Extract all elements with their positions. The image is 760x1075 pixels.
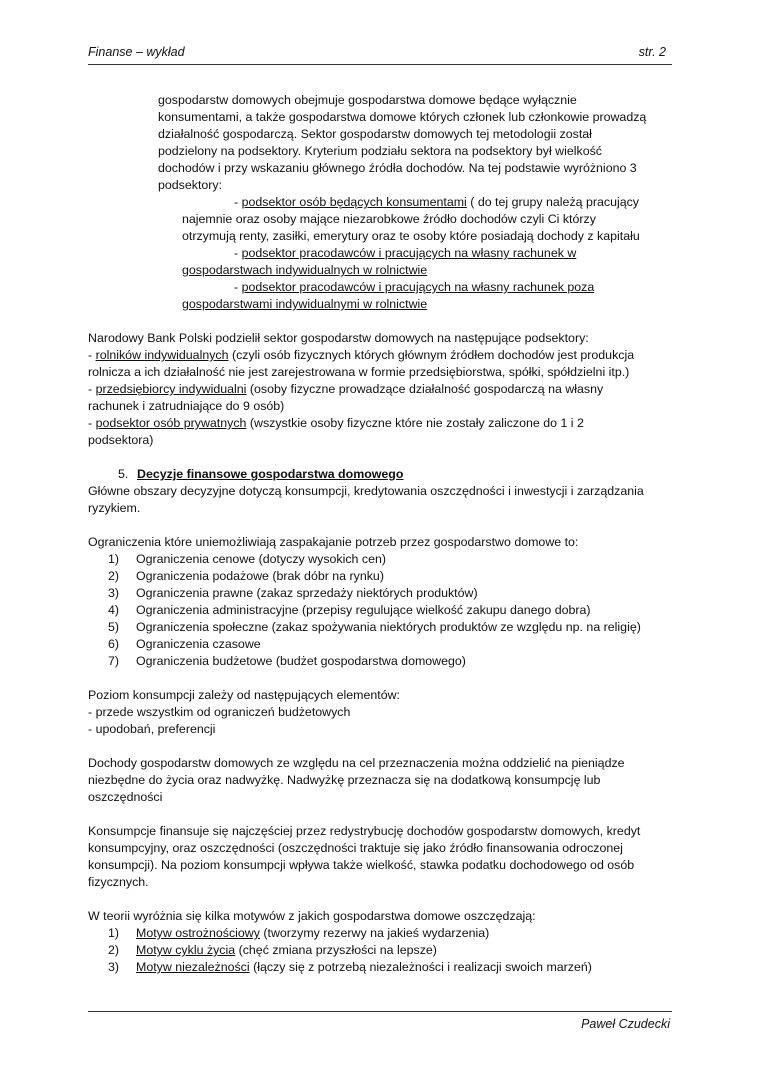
nbp-item: - rolników indywidualnych (czyli osób fizycznych których głównym źródłem dochodów jest produkcja xyxy=(88,348,635,362)
footer-author: Paweł Czudecki xyxy=(581,1017,670,1031)
list-item: 1) Motyw ostrożnościowy (tworzymy rezerwy na jakieś wydarzenia) xyxy=(108,926,490,940)
subsector-term: gospodarstwami indywidualnymi w rolnictwie xyxy=(182,297,428,311)
list-item: 6) Ograniczenia czasowe xyxy=(108,637,261,651)
text-line: działalność gospodarczą. Sektor gospodarstw domowych tej metodologii został xyxy=(158,127,592,141)
list-item: 7) Ograniczenia budżetowe (budżet gospodarstwa domowego) xyxy=(108,654,466,668)
text-line: W teorii wyróżnia się kilka motywów z jakich gospodarstwa domowe oszczędzają: xyxy=(88,909,536,923)
header-page-number: str. 2 xyxy=(638,45,666,59)
text-line: podsektory: xyxy=(158,178,223,192)
text-line xyxy=(88,296,672,313)
text-line: Poziom konsumpcji zależy od następujących elementów: xyxy=(88,688,400,702)
text-line: dochodów i przy wskazaniu głównego źródła dochodów. Na tej podstawie wyróżniono 3 xyxy=(158,161,637,175)
subsector-term: podsektor pracodawców i pracujących na własny rachunek w xyxy=(241,246,577,260)
subsector-term: podsektor osób będących konsumentami xyxy=(241,195,467,209)
section-title: Decyzje finansowe gospodarstwa domowego xyxy=(137,467,404,481)
list-item: 2) Motyw cyklu życia (chęć zmiana przyszłości na lepsze) xyxy=(108,943,437,957)
subsector-list xyxy=(88,194,672,313)
section-number: 5. xyxy=(118,467,129,481)
income-paragraph xyxy=(88,755,672,806)
limits-list xyxy=(88,551,672,670)
text-line: - upodobań, preferencji xyxy=(88,722,216,736)
nbp-term: rolników indywidualnych xyxy=(95,348,229,362)
section-heading xyxy=(88,466,672,483)
text-line: otrzymują renty, zasiłki, emerytury oraz te osoby które posiadają dochody z kapitału xyxy=(182,229,640,243)
page-body xyxy=(88,92,672,976)
text-line: Konsumpcje finansuje się najczęściej przez redystrybucję dochodów gospodarstw domowych, kredyt xyxy=(88,824,641,838)
motives-list xyxy=(88,925,672,976)
text-line: Ograniczenia które uniemożliwiają zaspakajanie potrzeb przez gospodarstwo domowe to: xyxy=(88,535,579,549)
text-line: Dochody gospodarstw domowych ze względu na cel przeznaczenia można oddzielić na pieniądze xyxy=(88,756,625,770)
text-line: ryzykiem. xyxy=(88,501,141,515)
page-footer xyxy=(88,1011,672,1034)
text-line: podzielony na podsektory. Kryterium podziału sektora na podsektory był wielkość xyxy=(158,144,602,158)
motive-term: Motyw ostrożnościowy xyxy=(136,926,260,940)
text-line: Główne obszary decyzyjne dotyczą konsumpcji, kredytowania oszczędności i inwestycji i zarządzania xyxy=(88,484,644,498)
subsector-item: - podsektor pracodawców i pracujących na własny rachunek w xyxy=(234,246,577,260)
section-5 xyxy=(88,466,672,517)
motives-paragraph xyxy=(88,908,672,976)
page-header xyxy=(88,42,672,65)
subsector-item: - podsektor osób będących konsumentami ( do tej grupy należą pracujący xyxy=(234,195,639,209)
text-line xyxy=(88,262,672,279)
subsector-item: - podsektor pracodawców i pracujących na własny rachunek poza xyxy=(234,280,595,294)
subsector-term: podsektor pracodawców i pracujących na własny rachunek poza xyxy=(241,280,595,294)
motive-term: Motyw niezależności xyxy=(136,960,250,974)
financing-paragraph xyxy=(88,823,672,891)
text-line: rachunek i zatrudniające do 9 osób) xyxy=(88,399,285,413)
text-line: oszczędności xyxy=(88,790,163,804)
limits-paragraph xyxy=(88,534,672,670)
subsector-term: gospodarstwach indywidualnych w rolnictwie xyxy=(182,263,428,277)
text-line: rolnicza a ich działalność nie jest zarejestrowana w formie przedsiębiorstwa, spółki, spółdzielni itp.) xyxy=(88,365,630,379)
text-line: - przede wszystkim od ograniczeń budżetowych xyxy=(88,705,351,719)
consumption-paragraph xyxy=(88,687,672,738)
text-line: konsumpcji). Na poziom konsumpcji wpływa także wielkość, stawka podatku dochodowego od osób xyxy=(88,858,635,872)
motive-term: Motyw cyklu życia xyxy=(136,943,236,957)
text-line: konsumentami, a także gospodarstwa domowe których członek lub członkowie prowadzą xyxy=(158,110,647,124)
header-title: Finanse – wykład xyxy=(88,45,185,59)
list-item: 5) Ograniczenia społeczne (zakaz spożywania niektórych produktów ze względu np. na religię) xyxy=(108,620,641,634)
text-line: Narodowy Bank Polski podzielił sektor gospodarstw domowych na następujące podsektory: xyxy=(88,331,589,345)
text-line: niezbędne do życia oraz nadwyżkę. Nadwyżkę przeznacza się na dodatkową konsumpcję lub xyxy=(88,773,601,787)
nbp-item: - przedsiębiorcy indywidualni (osoby fizyczne prowadzące działalność gospodarczą na własny xyxy=(88,382,604,396)
list-item: 4) Ograniczenia administracyjne (przepisy regulujące wielkość zakupu danego dobra) xyxy=(108,603,591,617)
list-item: 3) Ograniczenia prawne (zakaz sprzedaży niektórych produktów) xyxy=(108,586,478,600)
text-line: gospodarstw domowych obejmuje gospodarstwa domowe będące wyłącznie xyxy=(158,93,577,107)
text-line: podsektora) xyxy=(88,433,154,447)
list-item: 3) Motyw niezależności (łączy się z potrzebą niezależności i realizacji swoich marzeń) xyxy=(108,960,592,974)
intro-paragraph xyxy=(88,92,672,194)
text-line: najemnie oraz osoby mające niezarobkowe źródło dochodów czyli Ci którzy xyxy=(182,212,596,226)
text-line: fizycznych. xyxy=(88,875,149,889)
list-item: 2) Ograniczenia podażowe (brak dóbr na rynku) xyxy=(108,569,384,583)
nbp-term: przedsiębiorcy indywidualni xyxy=(95,382,247,396)
list-item: 1) Ograniczenia cenowe (dotyczy wysokich cen) xyxy=(108,552,386,566)
nbp-paragraph xyxy=(88,330,672,449)
text-line: konsumpcyjny, oraz oszczędności (oszczędności traktuje się jako źródło finansowania odroczonej xyxy=(88,841,623,855)
nbp-term: podsektor osób prywatnych xyxy=(95,416,247,430)
nbp-item: - podsektor osób prywatnych (wszystkie osoby fizyczne które nie zostały zaliczone do 1 i 2 xyxy=(88,416,584,430)
